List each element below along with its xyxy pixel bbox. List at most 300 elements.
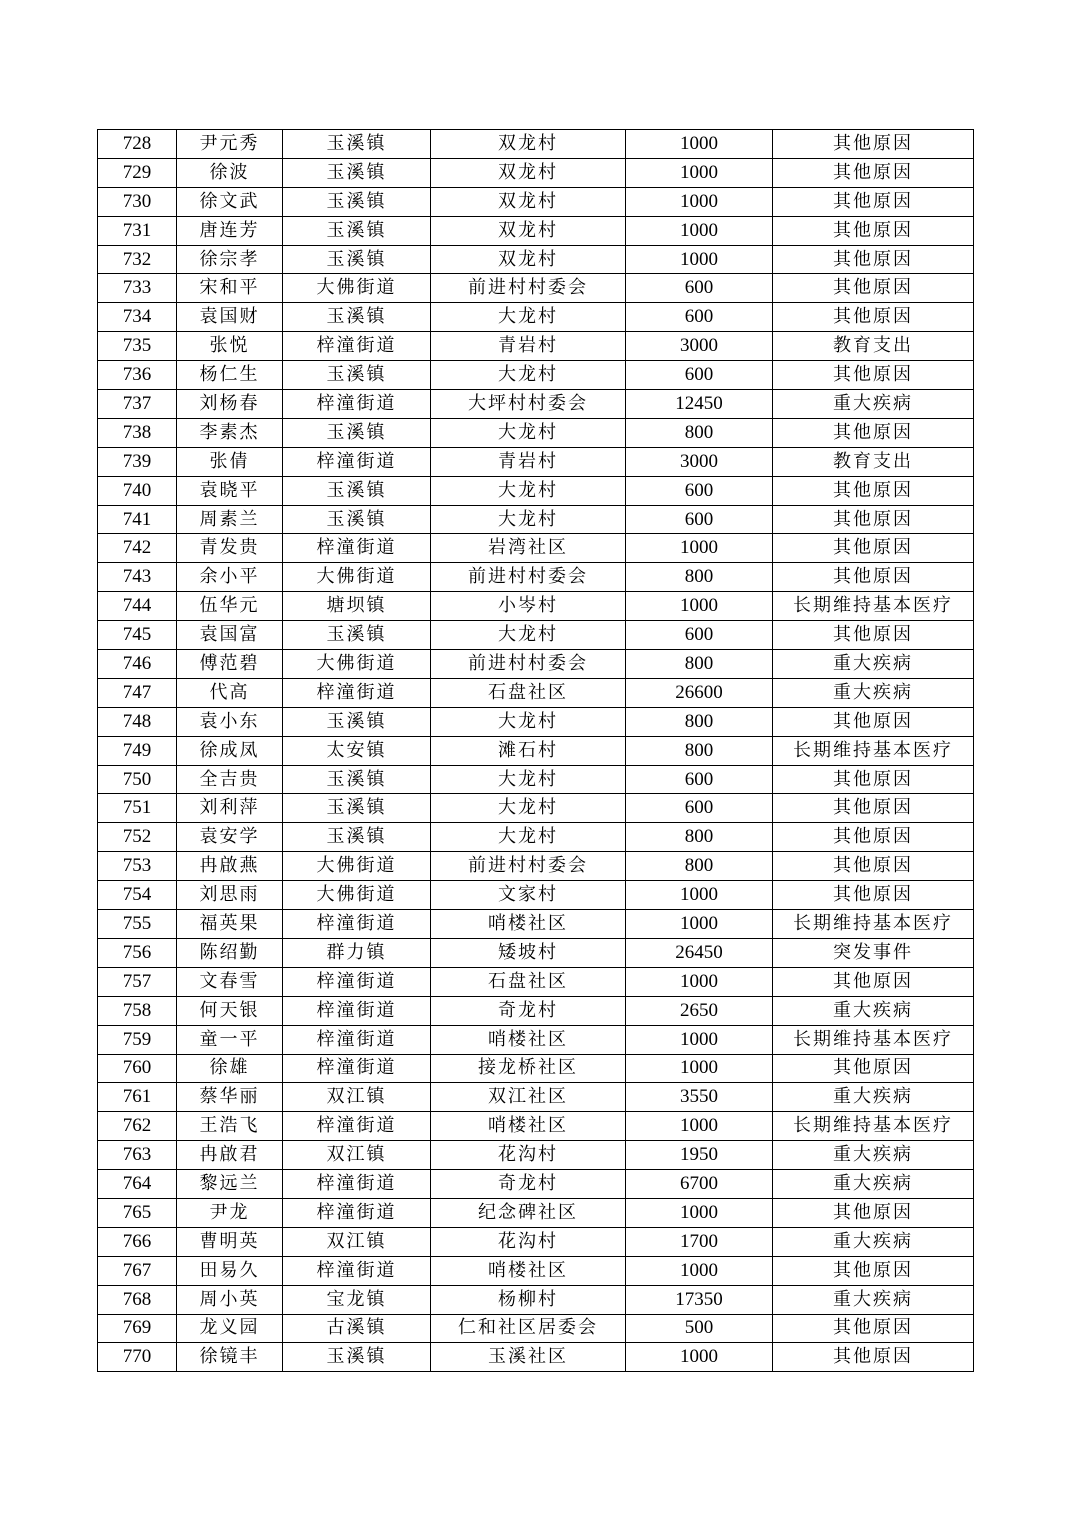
table-row [98, 823, 974, 852]
reason-cell: 其他原因 [773, 1314, 974, 1343]
reason-cell: 其他原因 [773, 245, 974, 274]
amount-cell: 1000 [626, 1025, 773, 1054]
name-cell: 伍华元 [177, 592, 283, 621]
name-cell: 张倩 [177, 447, 283, 476]
reason-cell: 重大疾病 [773, 650, 974, 679]
name-cell: 何天银 [177, 996, 283, 1025]
village-cell: 大龙村 [431, 823, 626, 852]
village-cell: 前进村村委会 [431, 852, 626, 881]
row-number-cell: 766 [98, 1227, 177, 1256]
reason-cell: 其他原因 [773, 1054, 974, 1083]
amount-cell: 1000 [626, 1343, 773, 1372]
amount-cell: 1000 [626, 130, 773, 159]
row-number-cell: 752 [98, 823, 177, 852]
row-number-cell: 747 [98, 678, 177, 707]
village-cell: 纪念碑社区 [431, 1198, 626, 1227]
row-number-cell: 748 [98, 707, 177, 736]
row-number-cell: 743 [98, 563, 177, 592]
reason-cell: 其他原因 [773, 130, 974, 159]
amount-cell: 17350 [626, 1285, 773, 1314]
amount-cell: 600 [626, 794, 773, 823]
name-cell: 陈绍勤 [177, 938, 283, 967]
reason-cell: 其他原因 [773, 794, 974, 823]
town-cell: 梓潼街道 [283, 910, 431, 939]
table-row [98, 390, 974, 419]
table-row [98, 794, 974, 823]
table-row [98, 765, 974, 794]
amount-cell: 1000 [626, 216, 773, 245]
town-cell: 双江镇 [283, 1083, 431, 1112]
village-cell: 大龙村 [431, 476, 626, 505]
reason-cell: 其他原因 [773, 303, 974, 332]
table-row [98, 707, 974, 736]
row-number-cell: 733 [98, 274, 177, 303]
town-cell: 玉溪镇 [283, 1343, 431, 1372]
name-cell: 袁安学 [177, 823, 283, 852]
village-cell: 哨楼社区 [431, 1112, 626, 1141]
village-cell: 岩湾社区 [431, 534, 626, 563]
amount-cell: 1000 [626, 158, 773, 187]
row-number-cell: 768 [98, 1285, 177, 1314]
reason-cell: 长期维持基本医疗 [773, 910, 974, 939]
village-cell: 大龙村 [431, 765, 626, 794]
amount-cell: 1700 [626, 1227, 773, 1256]
reason-cell: 教育支出 [773, 447, 974, 476]
reason-cell: 其他原因 [773, 158, 974, 187]
row-number-cell: 735 [98, 332, 177, 361]
row-number-cell: 763 [98, 1141, 177, 1170]
name-cell: 青发贵 [177, 534, 283, 563]
reason-cell: 其他原因 [773, 505, 974, 534]
table-row [98, 650, 974, 679]
reason-cell: 其他原因 [773, 216, 974, 245]
name-cell: 余小平 [177, 563, 283, 592]
name-cell: 全吉贵 [177, 765, 283, 794]
reason-cell: 重大疾病 [773, 1141, 974, 1170]
village-cell: 奇龙村 [431, 996, 626, 1025]
amount-cell: 1000 [626, 910, 773, 939]
row-number-cell: 742 [98, 534, 177, 563]
row-number-cell: 754 [98, 881, 177, 910]
town-cell: 玉溪镇 [283, 505, 431, 534]
village-cell: 花沟村 [431, 1227, 626, 1256]
table-row [98, 274, 974, 303]
reason-cell: 其他原因 [773, 361, 974, 390]
village-cell: 玉溪社区 [431, 1343, 626, 1372]
amount-cell: 600 [626, 274, 773, 303]
name-cell: 徐成凤 [177, 736, 283, 765]
reason-cell: 重大疾病 [773, 678, 974, 707]
name-cell: 王浩飞 [177, 1112, 283, 1141]
row-number-cell: 746 [98, 650, 177, 679]
table-row [98, 621, 974, 650]
row-number-cell: 755 [98, 910, 177, 939]
amount-cell: 12450 [626, 390, 773, 419]
reason-cell: 重大疾病 [773, 996, 974, 1025]
name-cell: 尹龙 [177, 1198, 283, 1227]
amount-cell: 1000 [626, 1256, 773, 1285]
row-number-cell: 741 [98, 505, 177, 534]
village-cell: 大龙村 [431, 303, 626, 332]
reason-cell: 其他原因 [773, 1256, 974, 1285]
row-number-cell: 732 [98, 245, 177, 274]
table-row [98, 592, 974, 621]
table-row [98, 938, 974, 967]
reason-cell: 长期维持基本医疗 [773, 1112, 974, 1141]
table-row [98, 1256, 974, 1285]
reason-cell: 其他原因 [773, 967, 974, 996]
table-row [98, 1285, 974, 1314]
amount-cell: 3000 [626, 447, 773, 476]
amount-cell: 600 [626, 505, 773, 534]
village-cell: 矮坡村 [431, 938, 626, 967]
table-row [98, 1141, 974, 1170]
town-cell: 梓潼街道 [283, 1256, 431, 1285]
name-cell: 李素杰 [177, 418, 283, 447]
name-cell: 刘思雨 [177, 881, 283, 910]
amount-cell: 1000 [626, 1054, 773, 1083]
table-row [98, 245, 974, 274]
amount-cell: 1950 [626, 1141, 773, 1170]
reason-cell: 长期维持基本医疗 [773, 592, 974, 621]
amount-cell: 1000 [626, 187, 773, 216]
town-cell: 玉溪镇 [283, 158, 431, 187]
name-cell: 福英果 [177, 910, 283, 939]
village-cell: 奇龙村 [431, 1170, 626, 1199]
village-cell: 文家村 [431, 881, 626, 910]
town-cell: 大佛街道 [283, 563, 431, 592]
table-row [98, 736, 974, 765]
town-cell: 玉溪镇 [283, 823, 431, 852]
village-cell: 青岩村 [431, 332, 626, 361]
amount-cell: 6700 [626, 1170, 773, 1199]
village-cell: 小岑村 [431, 592, 626, 621]
name-cell: 徐雄 [177, 1054, 283, 1083]
reason-cell: 其他原因 [773, 707, 974, 736]
village-cell: 双龙村 [431, 216, 626, 245]
amount-cell: 500 [626, 1314, 773, 1343]
records-table [97, 129, 974, 1372]
name-cell: 唐连芳 [177, 216, 283, 245]
table-row [98, 1227, 974, 1256]
name-cell: 尹元秀 [177, 130, 283, 159]
table-row [98, 852, 974, 881]
village-cell: 双龙村 [431, 130, 626, 159]
table-row [98, 332, 974, 361]
amount-cell: 600 [626, 765, 773, 794]
amount-cell: 600 [626, 361, 773, 390]
town-cell: 玉溪镇 [283, 765, 431, 794]
town-cell: 梓潼街道 [283, 390, 431, 419]
village-cell: 双龙村 [431, 187, 626, 216]
village-cell: 双江社区 [431, 1083, 626, 1112]
name-cell: 周小英 [177, 1285, 283, 1314]
town-cell: 玉溪镇 [283, 621, 431, 650]
name-cell: 徐文武 [177, 187, 283, 216]
row-number-cell: 737 [98, 390, 177, 419]
name-cell: 黎远兰 [177, 1170, 283, 1199]
row-number-cell: 731 [98, 216, 177, 245]
reason-cell: 其他原因 [773, 274, 974, 303]
town-cell: 玉溪镇 [283, 361, 431, 390]
row-number-cell: 734 [98, 303, 177, 332]
table-row [98, 1083, 974, 1112]
amount-cell: 26600 [626, 678, 773, 707]
table-row [98, 1198, 974, 1227]
table-row [98, 216, 974, 245]
reason-cell: 重大疾病 [773, 1170, 974, 1199]
table-row [98, 1170, 974, 1199]
amount-cell: 1000 [626, 967, 773, 996]
row-number-cell: 744 [98, 592, 177, 621]
village-cell: 双龙村 [431, 245, 626, 274]
row-number-cell: 758 [98, 996, 177, 1025]
name-cell: 刘利萍 [177, 794, 283, 823]
village-cell: 大龙村 [431, 707, 626, 736]
reason-cell: 其他原因 [773, 765, 974, 794]
village-cell: 哨楼社区 [431, 910, 626, 939]
town-cell: 玉溪镇 [283, 707, 431, 736]
town-cell: 双江镇 [283, 1141, 431, 1170]
village-cell: 大龙村 [431, 505, 626, 534]
reason-cell: 重大疾病 [773, 390, 974, 419]
row-number-cell: 738 [98, 418, 177, 447]
row-number-cell: 770 [98, 1343, 177, 1372]
town-cell: 玉溪镇 [283, 418, 431, 447]
table-row [98, 130, 974, 159]
row-number-cell: 769 [98, 1314, 177, 1343]
name-cell: 刘杨春 [177, 390, 283, 419]
reason-cell: 其他原因 [773, 823, 974, 852]
reason-cell: 突发事件 [773, 938, 974, 967]
reason-cell: 其他原因 [773, 621, 974, 650]
amount-cell: 1000 [626, 534, 773, 563]
row-number-cell: 750 [98, 765, 177, 794]
town-cell: 梓潼街道 [283, 1112, 431, 1141]
village-cell: 前进村村委会 [431, 650, 626, 679]
name-cell: 曹明英 [177, 1227, 283, 1256]
row-number-cell: 736 [98, 361, 177, 390]
amount-cell: 1000 [626, 1112, 773, 1141]
name-cell: 张悦 [177, 332, 283, 361]
row-number-cell: 751 [98, 794, 177, 823]
amount-cell: 600 [626, 476, 773, 505]
village-cell: 前进村村委会 [431, 563, 626, 592]
reason-cell: 其他原因 [773, 563, 974, 592]
village-cell: 石盘社区 [431, 678, 626, 707]
town-cell: 大佛街道 [283, 852, 431, 881]
town-cell: 玉溪镇 [283, 130, 431, 159]
row-number-cell: 765 [98, 1198, 177, 1227]
name-cell: 冉啟燕 [177, 852, 283, 881]
reason-cell: 重大疾病 [773, 1227, 974, 1256]
village-cell: 花沟村 [431, 1141, 626, 1170]
reason-cell: 其他原因 [773, 418, 974, 447]
village-cell: 大龙村 [431, 418, 626, 447]
name-cell: 蔡华丽 [177, 1083, 283, 1112]
village-cell: 青岩村 [431, 447, 626, 476]
row-number-cell: 760 [98, 1054, 177, 1083]
name-cell: 徐宗孝 [177, 245, 283, 274]
town-cell: 大佛街道 [283, 274, 431, 303]
row-number-cell: 739 [98, 447, 177, 476]
reason-cell: 教育支出 [773, 332, 974, 361]
table-row [98, 187, 974, 216]
town-cell: 梓潼街道 [283, 678, 431, 707]
row-number-cell: 740 [98, 476, 177, 505]
amount-cell: 1000 [626, 592, 773, 621]
table-row [98, 1314, 974, 1343]
village-cell: 前进村村委会 [431, 274, 626, 303]
amount-cell: 800 [626, 650, 773, 679]
table-row [98, 1054, 974, 1083]
row-number-cell: 749 [98, 736, 177, 765]
row-number-cell: 728 [98, 130, 177, 159]
amount-cell: 1000 [626, 1198, 773, 1227]
name-cell: 袁晓平 [177, 476, 283, 505]
amount-cell: 800 [626, 563, 773, 592]
town-cell: 梓潼街道 [283, 1170, 431, 1199]
town-cell: 玉溪镇 [283, 187, 431, 216]
name-cell: 杨仁生 [177, 361, 283, 390]
town-cell: 梓潼街道 [283, 447, 431, 476]
amount-cell: 3000 [626, 332, 773, 361]
town-cell: 梓潼街道 [283, 332, 431, 361]
reason-cell: 长期维持基本医疗 [773, 736, 974, 765]
row-number-cell: 759 [98, 1025, 177, 1054]
town-cell: 玉溪镇 [283, 476, 431, 505]
table-row [98, 678, 974, 707]
town-cell: 大佛街道 [283, 881, 431, 910]
town-cell: 宝龙镇 [283, 1285, 431, 1314]
row-number-cell: 729 [98, 158, 177, 187]
amount-cell: 800 [626, 418, 773, 447]
town-cell: 古溪镇 [283, 1314, 431, 1343]
reason-cell: 其他原因 [773, 187, 974, 216]
amount-cell: 800 [626, 823, 773, 852]
name-cell: 龙义园 [177, 1314, 283, 1343]
table-row [98, 967, 974, 996]
table-row [98, 534, 974, 563]
name-cell: 傅范碧 [177, 650, 283, 679]
village-cell: 大龙村 [431, 794, 626, 823]
reason-cell: 其他原因 [773, 1198, 974, 1227]
reason-cell: 其他原因 [773, 476, 974, 505]
village-cell: 大龙村 [431, 361, 626, 390]
table-row [98, 361, 974, 390]
village-cell: 大坪村村委会 [431, 390, 626, 419]
amount-cell: 600 [626, 303, 773, 332]
row-number-cell: 753 [98, 852, 177, 881]
town-cell: 太安镇 [283, 736, 431, 765]
reason-cell: 其他原因 [773, 881, 974, 910]
row-number-cell: 761 [98, 1083, 177, 1112]
name-cell: 徐镜丰 [177, 1343, 283, 1372]
amount-cell: 800 [626, 736, 773, 765]
name-cell: 冉啟君 [177, 1141, 283, 1170]
town-cell: 梓潼街道 [283, 1054, 431, 1083]
town-cell: 梓潼街道 [283, 996, 431, 1025]
town-cell: 玉溪镇 [283, 303, 431, 332]
name-cell: 袁国富 [177, 621, 283, 650]
table-row [98, 158, 974, 187]
amount-cell: 1000 [626, 245, 773, 274]
reason-cell: 长期维持基本医疗 [773, 1025, 974, 1054]
name-cell: 童一平 [177, 1025, 283, 1054]
amount-cell: 800 [626, 852, 773, 881]
village-cell: 哨楼社区 [431, 1256, 626, 1285]
town-cell: 梓潼街道 [283, 1198, 431, 1227]
row-number-cell: 764 [98, 1170, 177, 1199]
town-cell: 梓潼街道 [283, 1025, 431, 1054]
name-cell: 袁国财 [177, 303, 283, 332]
table-row [98, 881, 974, 910]
name-cell: 袁小东 [177, 707, 283, 736]
amount-cell: 3550 [626, 1083, 773, 1112]
amount-cell: 600 [626, 621, 773, 650]
table-row [98, 418, 974, 447]
row-number-cell: 756 [98, 938, 177, 967]
village-cell: 滩石村 [431, 736, 626, 765]
village-cell: 大龙村 [431, 621, 626, 650]
amount-cell: 26450 [626, 938, 773, 967]
row-number-cell: 767 [98, 1256, 177, 1285]
town-cell: 玉溪镇 [283, 794, 431, 823]
amount-cell: 1000 [626, 881, 773, 910]
table-row [98, 476, 974, 505]
name-cell: 田易久 [177, 1256, 283, 1285]
town-cell: 梓潼街道 [283, 534, 431, 563]
town-cell: 双江镇 [283, 1227, 431, 1256]
table-row [98, 303, 974, 332]
village-cell: 双龙村 [431, 158, 626, 187]
village-cell: 哨楼社区 [431, 1025, 626, 1054]
name-cell: 文春雪 [177, 967, 283, 996]
village-cell: 石盘社区 [431, 967, 626, 996]
name-cell: 周素兰 [177, 505, 283, 534]
amount-cell: 800 [626, 707, 773, 736]
row-number-cell: 757 [98, 967, 177, 996]
table-row [98, 1025, 974, 1054]
reason-cell: 重大疾病 [773, 1083, 974, 1112]
town-cell: 梓潼街道 [283, 967, 431, 996]
village-cell: 杨柳村 [431, 1285, 626, 1314]
town-cell: 大佛街道 [283, 650, 431, 679]
table-row [98, 447, 974, 476]
town-cell: 玉溪镇 [283, 216, 431, 245]
village-cell: 仁和社区居委会 [431, 1314, 626, 1343]
table-row [98, 563, 974, 592]
table-row [98, 910, 974, 939]
table-row [98, 1343, 974, 1372]
reason-cell: 其他原因 [773, 534, 974, 563]
table-row [98, 996, 974, 1025]
table-row [98, 1112, 974, 1141]
reason-cell: 其他原因 [773, 852, 974, 881]
village-cell: 接龙桥社区 [431, 1054, 626, 1083]
row-number-cell: 745 [98, 621, 177, 650]
town-cell: 玉溪镇 [283, 245, 431, 274]
name-cell: 宋和平 [177, 274, 283, 303]
reason-cell: 其他原因 [773, 1343, 974, 1372]
name-cell: 代高 [177, 678, 283, 707]
table-row [98, 505, 974, 534]
amount-cell: 2650 [626, 996, 773, 1025]
name-cell: 徐波 [177, 158, 283, 187]
row-number-cell: 762 [98, 1112, 177, 1141]
row-number-cell: 730 [98, 187, 177, 216]
town-cell: 塘坝镇 [283, 592, 431, 621]
